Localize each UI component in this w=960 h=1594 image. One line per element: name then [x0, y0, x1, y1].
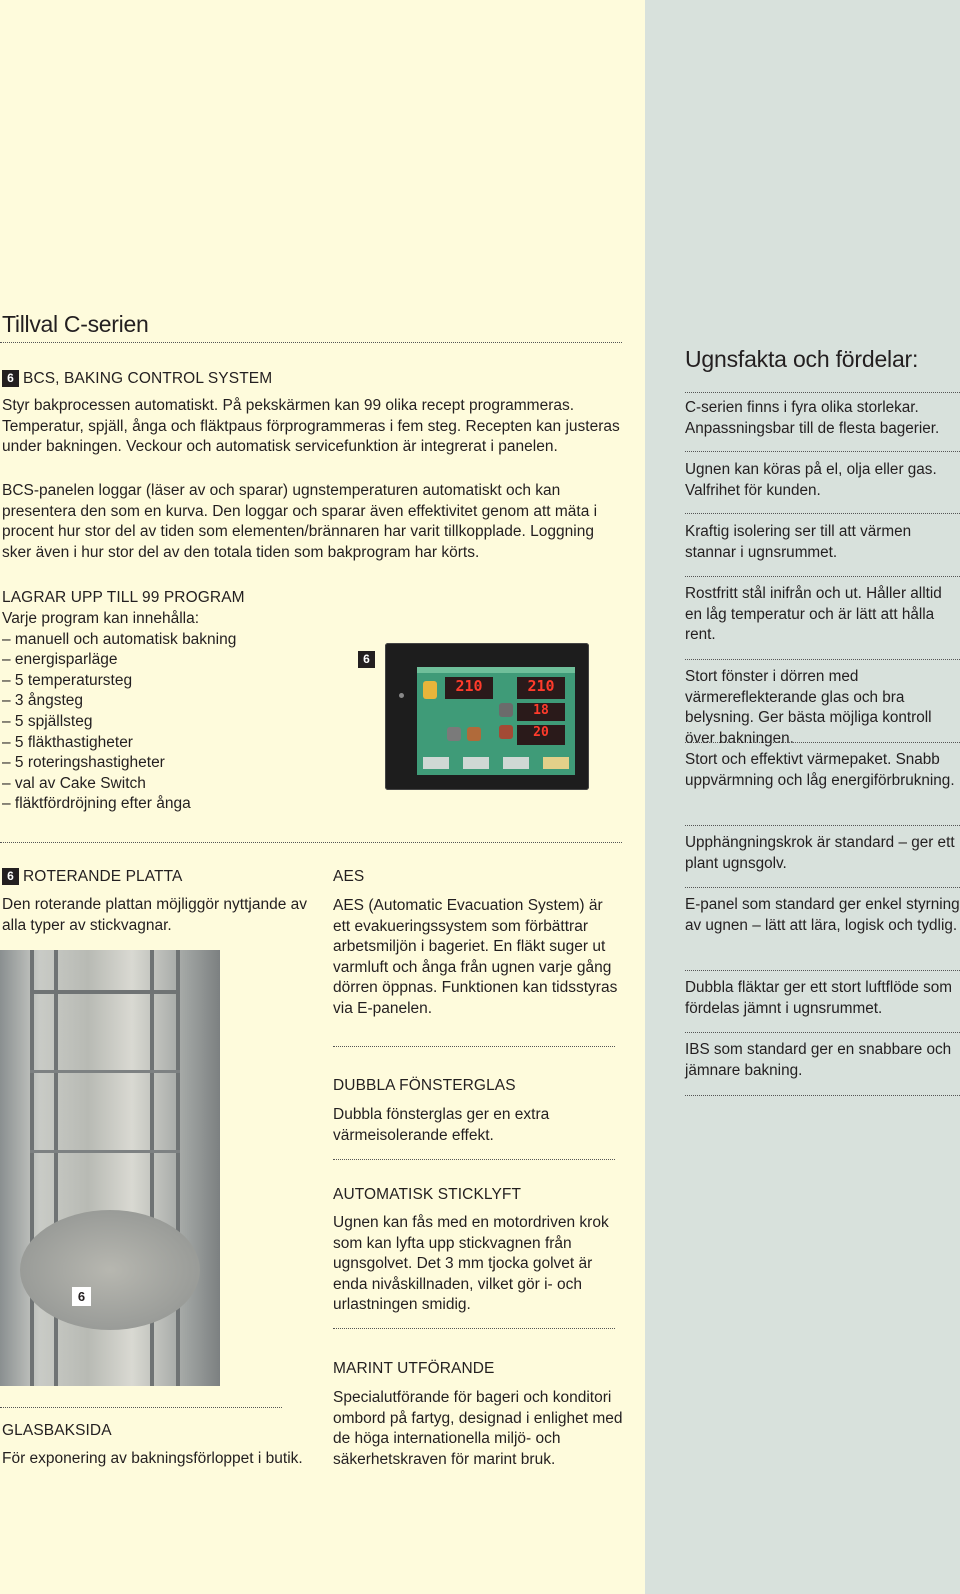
rotating-heading: 6 ROTERANDE PLATTA	[2, 868, 183, 886]
divider	[0, 842, 622, 843]
divider	[685, 392, 960, 393]
bcs-paragraph-2: BCS-panelen loggar (läser av och sparar) ugnstemperaturen automatiskt och kan presentera den som en kurva. Den loggar och sparar även effektivitet genom att mäta i procent hur stor del av tiden som elementen/brännaren har varit tillkopplade. Loggning sker även i hur stor del av den totala tiden som bakprogram har körts.	[2, 482, 598, 561]
divider	[685, 1032, 960, 1033]
fact-item: IBS som standard ger en snabbare och jämnare bakning.	[685, 1041, 952, 1079]
list-item: – 5 temperatursteg	[2, 671, 133, 689]
control-panel-image	[385, 643, 589, 790]
temp-display: 210	[445, 677, 493, 699]
section-badge: 6	[2, 370, 19, 387]
panel-image-badge: 6	[358, 651, 375, 669]
section-badge: 6	[2, 868, 19, 885]
divider	[0, 342, 622, 343]
list-item: – 3 ångsteg	[2, 692, 84, 710]
divider	[685, 659, 960, 660]
fact-item: Kraftig isolering ser till att värmen stannar i ugnsrummet.	[685, 523, 912, 561]
list-item: – manuell och automatisk bakning	[2, 630, 237, 648]
divider	[685, 887, 960, 888]
panel-screen	[417, 667, 575, 775]
marine-heading: MARINT UTFÖRANDE	[333, 1360, 495, 1377]
glass-back-text: För exponering av bakningsförloppet i butik.	[2, 1450, 303, 1467]
double-glass-text: Dubbla fönsterglas ger en extra värmeisolerande effekt.	[333, 1106, 550, 1144]
programs-list	[2, 609, 322, 815]
lift-text: Ugnen kan fås med en motordriven krok som kan lyfta upp stickvagnen från ugnsgolvet. Det 3 mm tjocka golvet är enda nivåskillnaden, vilket gör i- och urlastningen smidig.	[333, 1214, 609, 1314]
aes-heading: AES	[333, 868, 365, 885]
list-item: – 5 fläkthastigheter	[2, 733, 133, 751]
fact-item: Upphängningskrok är standard – ger ett plant ugnsgolv.	[685, 834, 955, 872]
fact-item: C-serien finns i fyra olika storlekar. Anpassningsbar till de flesta bagerier.	[685, 399, 940, 437]
bcs-heading: 6 BCS, BAKING CONTROL SYSTEM	[2, 370, 272, 388]
divider	[333, 1328, 615, 1329]
page-title: Tillval C-serien	[2, 311, 149, 337]
divider	[685, 1095, 960, 1096]
marine-text: Specialutförande för bageri och konditori ombord på fartyg, designad i enlighet med de höga internationella miljö- och säkerhetskraven för marint bruk.	[333, 1389, 623, 1468]
aes-text: AES (Automatic Evacuation System) är ett evakueringssystem som förbättrar arbetsmiljön i bageriet. En fläkt suger ut varmluft och ånga från ugnen varje gång dörren öppnas. Funktionen kan tidsstyras via E-panelen.	[333, 897, 618, 1017]
fact-item: Stort och effektivt värmepaket. Snabb uppvärmning och låg energiförbrukning.	[685, 751, 955, 789]
divider	[685, 825, 960, 826]
glass-back-heading: GLASBAKSIDA	[2, 1422, 112, 1439]
fact-item: E-panel som standard ger enkel styrning av ugnen – lätt att lära, logisk och tydlig.	[685, 896, 960, 934]
photo-badge: 6	[72, 1287, 91, 1306]
list-item: – 5 roteringshastigheter	[2, 754, 165, 772]
fact-item: Ugnen kan köras på el, olja eller gas. Valfrihet för kunden.	[685, 461, 937, 499]
list-item: – energisparläge	[2, 651, 118, 669]
facts-column-background	[645, 0, 960, 1594]
time-display: 20	[517, 725, 565, 745]
divider	[333, 1046, 615, 1047]
double-glass-heading: DUBBLA FÖNSTERGLAS	[333, 1077, 516, 1094]
lift-heading: AUTOMATISK STICKLYFT	[333, 1186, 522, 1203]
programs-intro: Varje program kan innehålla:	[2, 610, 200, 627]
bcs-paragraph-1: Styr bakprocessen automatiskt. På pekskärmen kan 99 olika recept programmeras. Temperatur, spjäll, ånga och fläktpaus förprogrammeras i fem steg. Recepten kan justeras under bakningen. Veckour och automatisk servicefunktion är integrerat i panelen.	[2, 397, 620, 456]
facts-title: Ugnsfakta och fördelar:	[685, 346, 919, 372]
steam-display: 18	[517, 703, 565, 721]
temp-display: 210	[517, 677, 565, 699]
divider	[685, 970, 960, 971]
divider	[685, 513, 960, 514]
rotating-plate-photo	[0, 950, 220, 1386]
divider	[333, 1159, 615, 1160]
fact-item: Dubbla fläktar ger ett stort luftflöde som fördelas jämnt i ugnsrummet.	[685, 979, 952, 1017]
rotating-text: Den roterande plattan möjliggör nyttjande av alla typer av stickvagnar.	[2, 896, 308, 934]
fact-item: Rostfritt stål inifrån och ut. Håller alltid en låg temperatur och är lätt att hålla rent.	[685, 585, 942, 644]
divider	[0, 1407, 282, 1408]
list-item: – fläktfördröjning efter ånga	[2, 795, 191, 813]
divider	[685, 742, 960, 743]
list-item: – val av Cake Switch	[2, 774, 146, 792]
programs-heading: LAGRAR UPP TILL 99 PROGRAM	[2, 589, 245, 606]
divider	[685, 451, 960, 452]
list-item: – 5 spjällsteg	[2, 712, 93, 730]
fact-item: Stort fönster i dörren med värmereflekterande glas och bra belysning. Ger bästa möjliga kontroll över bakningen.	[685, 668, 932, 747]
divider	[685, 576, 960, 577]
